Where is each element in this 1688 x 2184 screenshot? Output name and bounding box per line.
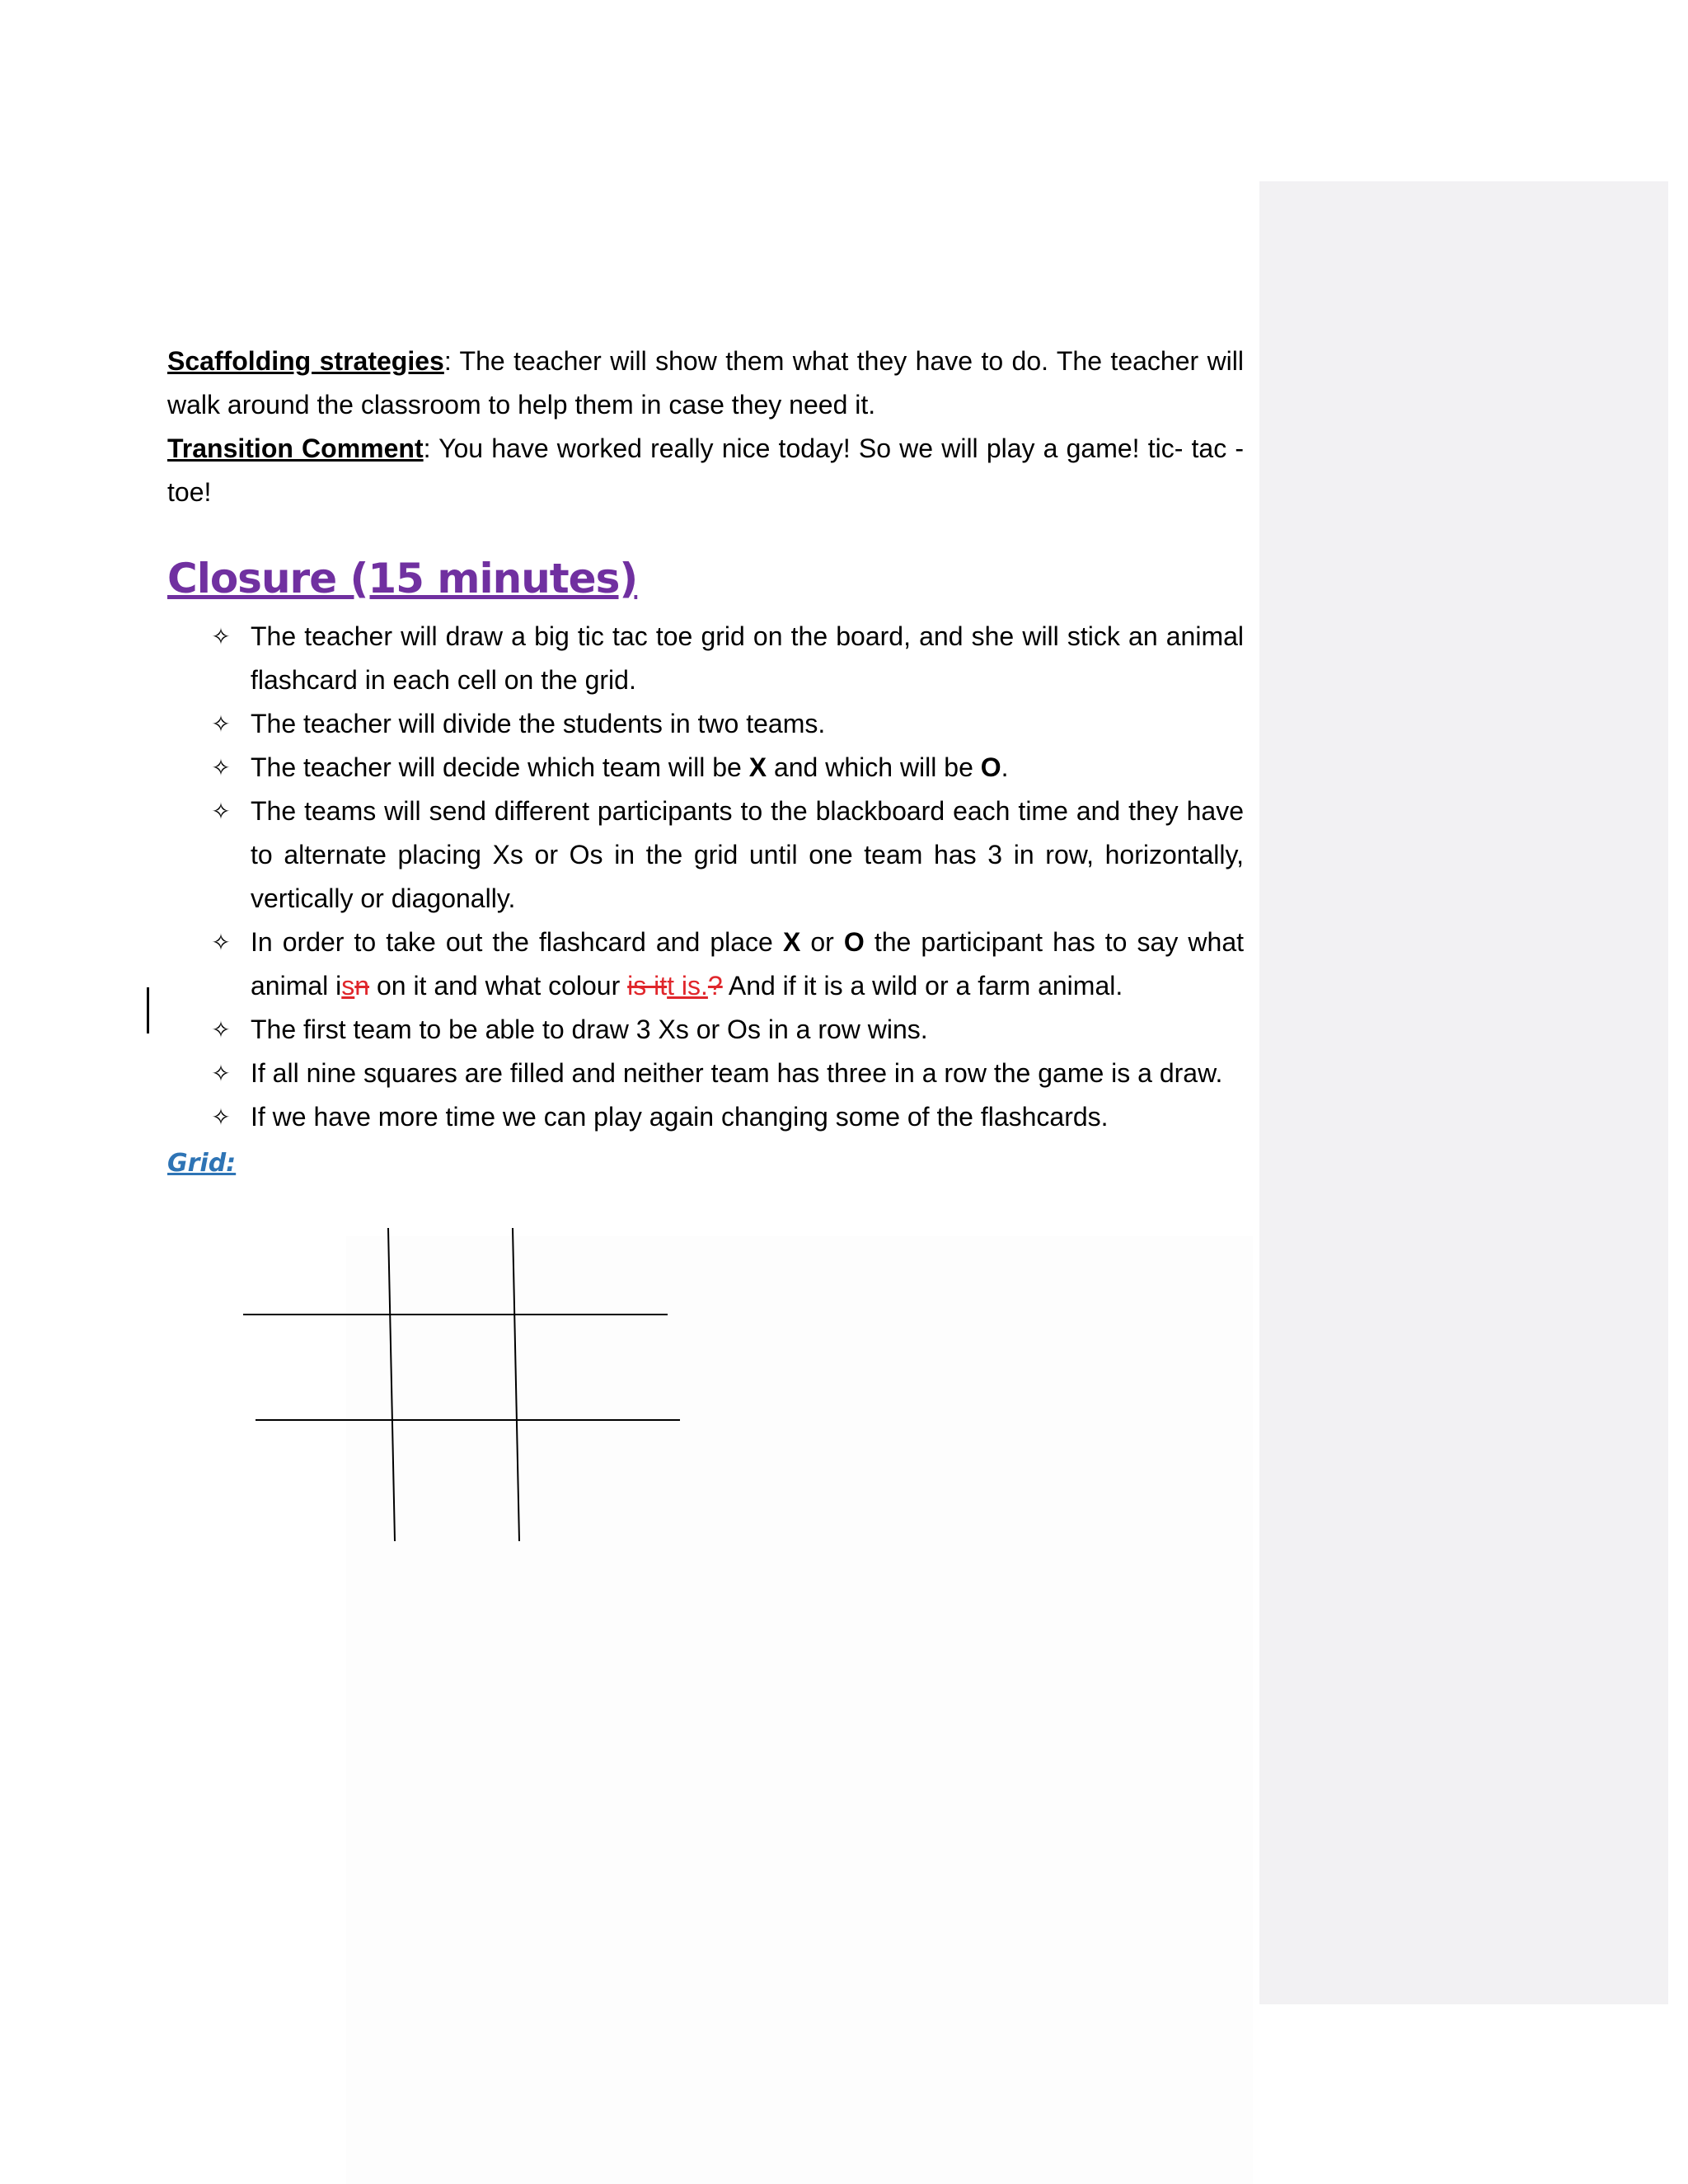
scaffolding-label: Scaffolding strategies <box>167 346 444 376</box>
list-item-text: The teacher will draw a big tic tac toe grid on the board, and she will stick an animal flashcard in each cell on the grid. <box>251 621 1244 695</box>
scaffolding-text: : The teacher will show them what they have to do. The teacher will walk around the classroom to help them in case they need it. <box>167 346 1245 419</box>
tracked-insertion[interactable]: t is. <box>667 971 708 1001</box>
tic-tac-toe-grid <box>239 1228 692 1558</box>
closure-heading: Closure (15 minutes) <box>167 555 638 602</box>
list-item <box>167 1008 1244 1052</box>
list-item-text: on it and what colour <box>369 971 628 1001</box>
four-point-star-icon: ✧ <box>211 1016 231 1043</box>
four-point-star-icon: ✧ <box>211 710 231 738</box>
list-item <box>167 1095 1244 1139</box>
list-item-text: . <box>1001 752 1009 782</box>
list-item-text: the participant has to say what animal i <box>251 927 1245 1001</box>
four-point-star-icon: ✧ <box>211 798 231 825</box>
list-item <box>167 615 1244 702</box>
list-item-text: And if it is a wild or a farm animal. <box>722 971 1123 1001</box>
list-item-text: If all nine squares are filled and neither team has three in a row the game is a draw. <box>251 1058 1223 1088</box>
list-item-text: The teams will send different participants to the blackboard each time and they have to alternate placing Xs or Os in the grid until one team has 3 in row, horizontally, vertically or diagonally. <box>251 796 1244 913</box>
transition-text: : You have worked really nice today! So we will play a game! tic- tac - toe! <box>167 434 1245 507</box>
tracked-deletion[interactable]: ? <box>707 971 723 1001</box>
document-body[interactable] <box>167 340 1244 1180</box>
list-item-text: The teacher will divide the students in two teams. <box>251 709 826 738</box>
list-item-text: or <box>800 927 844 957</box>
team-o-label: O <box>980 752 1001 782</box>
x-label: X <box>782 927 801 957</box>
four-point-star-icon: ✧ <box>211 754 231 781</box>
list-item <box>167 790 1244 921</box>
list-item-text: and which will be <box>767 752 981 782</box>
four-point-star-icon: ✧ <box>211 1104 231 1131</box>
list-item <box>167 921 1244 1008</box>
grid-vertical-line <box>513 1228 519 1541</box>
team-x-label: X <box>748 752 767 782</box>
list-item <box>167 746 1244 790</box>
list-item <box>167 1052 1244 1095</box>
tracked-insertion[interactable]: s <box>341 971 355 1001</box>
list-item-text: The first team to be able to draw 3 Xs or Os in a row wins. <box>251 1015 928 1044</box>
four-point-star-icon: ✧ <box>211 1060 231 1087</box>
list-item-text: In order to take out the flashcard and place <box>251 927 783 957</box>
list-item <box>167 702 1244 746</box>
comment-pane[interactable] <box>1259 181 1668 2004</box>
four-point-star-icon: ✧ <box>211 623 231 650</box>
grid-vertical-line <box>388 1228 395 1541</box>
tracked-deletion[interactable]: n <box>354 971 370 1001</box>
scaffolding-paragraph <box>167 340 1244 427</box>
change-bar <box>147 987 149 1033</box>
list-item-text: The teacher will decide which team will be <box>251 752 749 782</box>
tracked-deletion[interactable]: is it <box>627 971 668 1001</box>
grid-label: Grid: <box>167 1149 237 1178</box>
transition-label: Transition Comment <box>167 434 424 463</box>
transition-paragraph <box>167 427 1244 514</box>
list-item-text: If we have more time we can play again changing some of the flashcards. <box>251 1102 1109 1132</box>
closure-list <box>167 615 1244 1139</box>
four-point-star-icon: ✧ <box>211 929 231 956</box>
o-label: O <box>843 927 865 957</box>
